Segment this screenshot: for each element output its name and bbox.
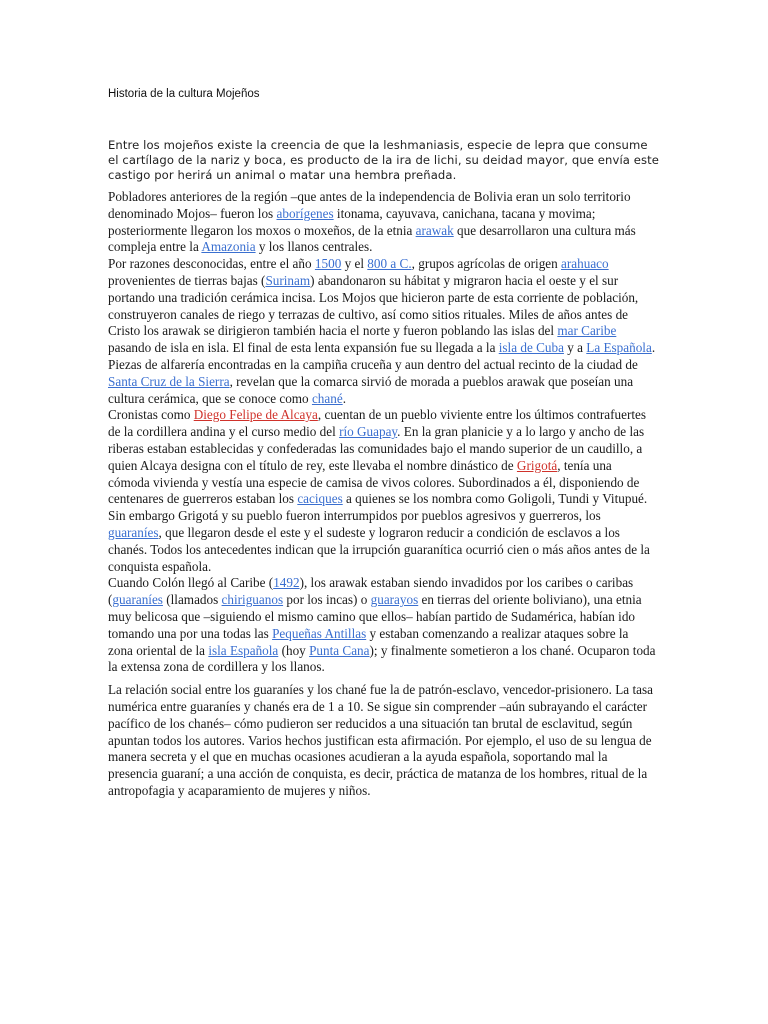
text-run: Por razones desconocidas, entre el año <box>108 256 315 272</box>
text-run: . <box>342 390 346 406</box>
link-pequenas-antillas[interactable]: Pequeñas Antillas <box>272 625 367 641</box>
link-arawak[interactable]: arawak <box>415 222 454 238</box>
link-isla-de-cuba[interactable]: isla de Cuba <box>498 340 564 356</box>
text-run: Sin embargo Grigotá y su pueblo fueron interrumpidos por pueblos agresivos y guerreros, los <box>108 508 601 524</box>
text-run: a quienes se los nombra como Goligoli, Tundi y Vitupué. <box>342 491 648 507</box>
link-guaranies[interactable]: guaraníes <box>108 524 159 540</box>
link-amazonia[interactable]: Amazonia <box>201 239 256 255</box>
text-run: Cronistas como <box>108 407 194 423</box>
link-1492[interactable]: 1492 <box>273 575 300 591</box>
text-run: Cuando Colón llegó al Caribe ( <box>108 575 274 591</box>
paragraph-relacion-social: La relación social entre los guaraníes y los chané fue la de patrón-esclavo, vencedor-prisionero. La tasa numérica entre guaraníes y chanés era de 1 a 10. Se sigue sin comprender –aún subrayando el carácter pacífico de los chanés– cómo pudieron ser reducidos a una situación tan brutal de esclavitud, según apuntan todos los autores. Varios hechos justifican esta afirmación. Por ejemplo, el uso de su lengua de manera secreta y el que en muchas ocasiones acudieran a la ayuda española, soportando mal la presencia guaraní; a una acción de conquista, es decir, práctica de matanza de los hombres, ritual de la antropofagia y acaparamiento de mujeres y niños. <box>108 682 653 798</box>
text-run: , revelan que la comarca sirvió de morada a pueblos arawak que poseían una cultura cerámica, que se conoce como <box>108 373 634 406</box>
text-run: , grupos agrícolas de origen <box>411 256 562 272</box>
link-800-ac[interactable]: 800 a C. <box>367 256 412 272</box>
link-diego-felipe-de-alcaya[interactable]: Diego Felipe de Alcaya <box>193 407 318 423</box>
link-punta-cana[interactable]: Punta Cana <box>309 642 370 658</box>
link-surinam[interactable]: Surinam <box>265 272 311 288</box>
text-run: ) abandonaron su hábitat y migraron hacia el oeste y el sur portando una tradición cerámica incisa. Los Mojos que hicieron parte de esta corriente de población, construyeron canales de riego y terrazas de cultivo, así como sitios rituales. Miles de años antes de Cristo los arawak se dirigieron también hacia el norte y fueron poblando las islas del <box>108 272 639 339</box>
link-mar-caribe[interactable]: mar Caribe <box>557 323 617 339</box>
text-run: y estaban comenzando a realizar ataques sobre la zona oriental de la <box>108 625 629 658</box>
text-run: . <box>651 340 656 356</box>
text-run: , cuentan de un pueblo viviente entre los últimos contrafuertes de la cordillera andina y el curso medio del <box>108 407 646 440</box>
intro-paragraph: Entre los mojeños existe la creencia de que la leshmaniasis, especie de lepra que consume el cartílago de la nariz y boca, es producto de la ira de lichi, su deidad mayor, que envía este castigo por herirá un animal o matar una hembra preñada. <box>108 138 660 182</box>
link-isla-espanola[interactable]: isla Española <box>208 642 279 658</box>
text-run: pasando de isla en isla. El final de esta lenta expansión fue su llegada a la <box>108 340 499 356</box>
text-run: (hoy <box>278 642 310 658</box>
paragraph-piezas <box>108 357 656 407</box>
text-run: (llamados <box>162 592 222 608</box>
link-chiriguanos[interactable]: chiriguanos <box>221 592 284 608</box>
link-guarayos[interactable]: guarayos <box>370 592 419 608</box>
paragraph-razones <box>108 256 656 357</box>
paragraph-pobladores <box>108 189 656 256</box>
text-run: por los incas) o <box>283 592 371 608</box>
text-run: , tenía una cómoda vivienda y vestía una especie de camisa de vivos colores. Subordinados a él, disponiendo de centenares de guerreros estaban los <box>108 457 640 507</box>
text-run: y a <box>563 340 587 356</box>
text-run: y los llanos centrales. <box>255 239 373 255</box>
text-run: ), los arawak estaban siendo invadidos por los caribes o caribas ( <box>108 575 634 608</box>
link-chane[interactable]: chané <box>311 390 343 406</box>
document-body <box>108 189 656 800</box>
text-run: , que llegaron desde el este y el sudeste y lograron reducir a condición de esclavos a los chanés. Todos los antecedentes indican que la irrupción guaranítica ocurrió cien o más años antes de la conquista española. <box>108 524 650 574</box>
paragraph-cronistas <box>108 407 656 508</box>
text-run: ); y finalmente sometieron a los chané. Ocuparon toda la extensa zona de cordillera y los llanos. <box>108 642 656 675</box>
document-title: Historia de la cultura Mojeños <box>108 88 260 100</box>
link-la-espanola[interactable]: La Española <box>586 340 652 356</box>
link-aborigenes[interactable]: aborígenes <box>276 205 334 221</box>
link-caciques[interactable]: caciques <box>297 491 343 507</box>
text-run: itonama, cayuvava, canichana, tacana y movima; posteriormente llegaron los moxos o moxeños, de la etnia <box>108 205 596 238</box>
paragraph-sin-embargo <box>108 508 656 575</box>
link-guaranies-2[interactable]: guaraníes <box>112 592 163 608</box>
link-1500[interactable]: 1500 <box>314 256 342 272</box>
text-run: en tierras del oriente boliviano), una etnia muy belicosa que –siguiendo el mismo camino que ellos– habían partido de Sudamérica, habían ido tomando una por una todas las <box>108 592 642 641</box>
text-run: Piezas de alfarería encontradas en la campiña cruceña y aun dentro del actual recinto de la ciudad de <box>108 356 638 372</box>
link-santa-cruz[interactable]: Santa Cruz de la Sierra <box>108 373 230 389</box>
link-rio-guapay[interactable]: río Guapay <box>339 424 398 440</box>
text-run: y el <box>341 256 368 272</box>
text-run: Pobladores anteriores de la región –que antes de la independencia de Bolivia eran un solo territorio denominado Mojos– fueron los <box>108 189 631 221</box>
link-grigota[interactable]: Grigotá <box>516 457 558 473</box>
link-arahuaco[interactable]: arahuaco <box>561 256 609 272</box>
text-run: que desarrollaron una cultura más compleja entre la <box>108 222 636 255</box>
text-run: provenientes de tierras bajas ( <box>108 272 266 288</box>
paragraph-colon <box>108 575 656 676</box>
text-run: . En la gran planicie y a lo largo y ancho de las riberas estaban establecidas y confederadas las comunidades bajo el mando superior de un caudillo, a quien Alcaya designa con el título de rey, este llevaba el nombre dinástico de <box>108 424 645 473</box>
